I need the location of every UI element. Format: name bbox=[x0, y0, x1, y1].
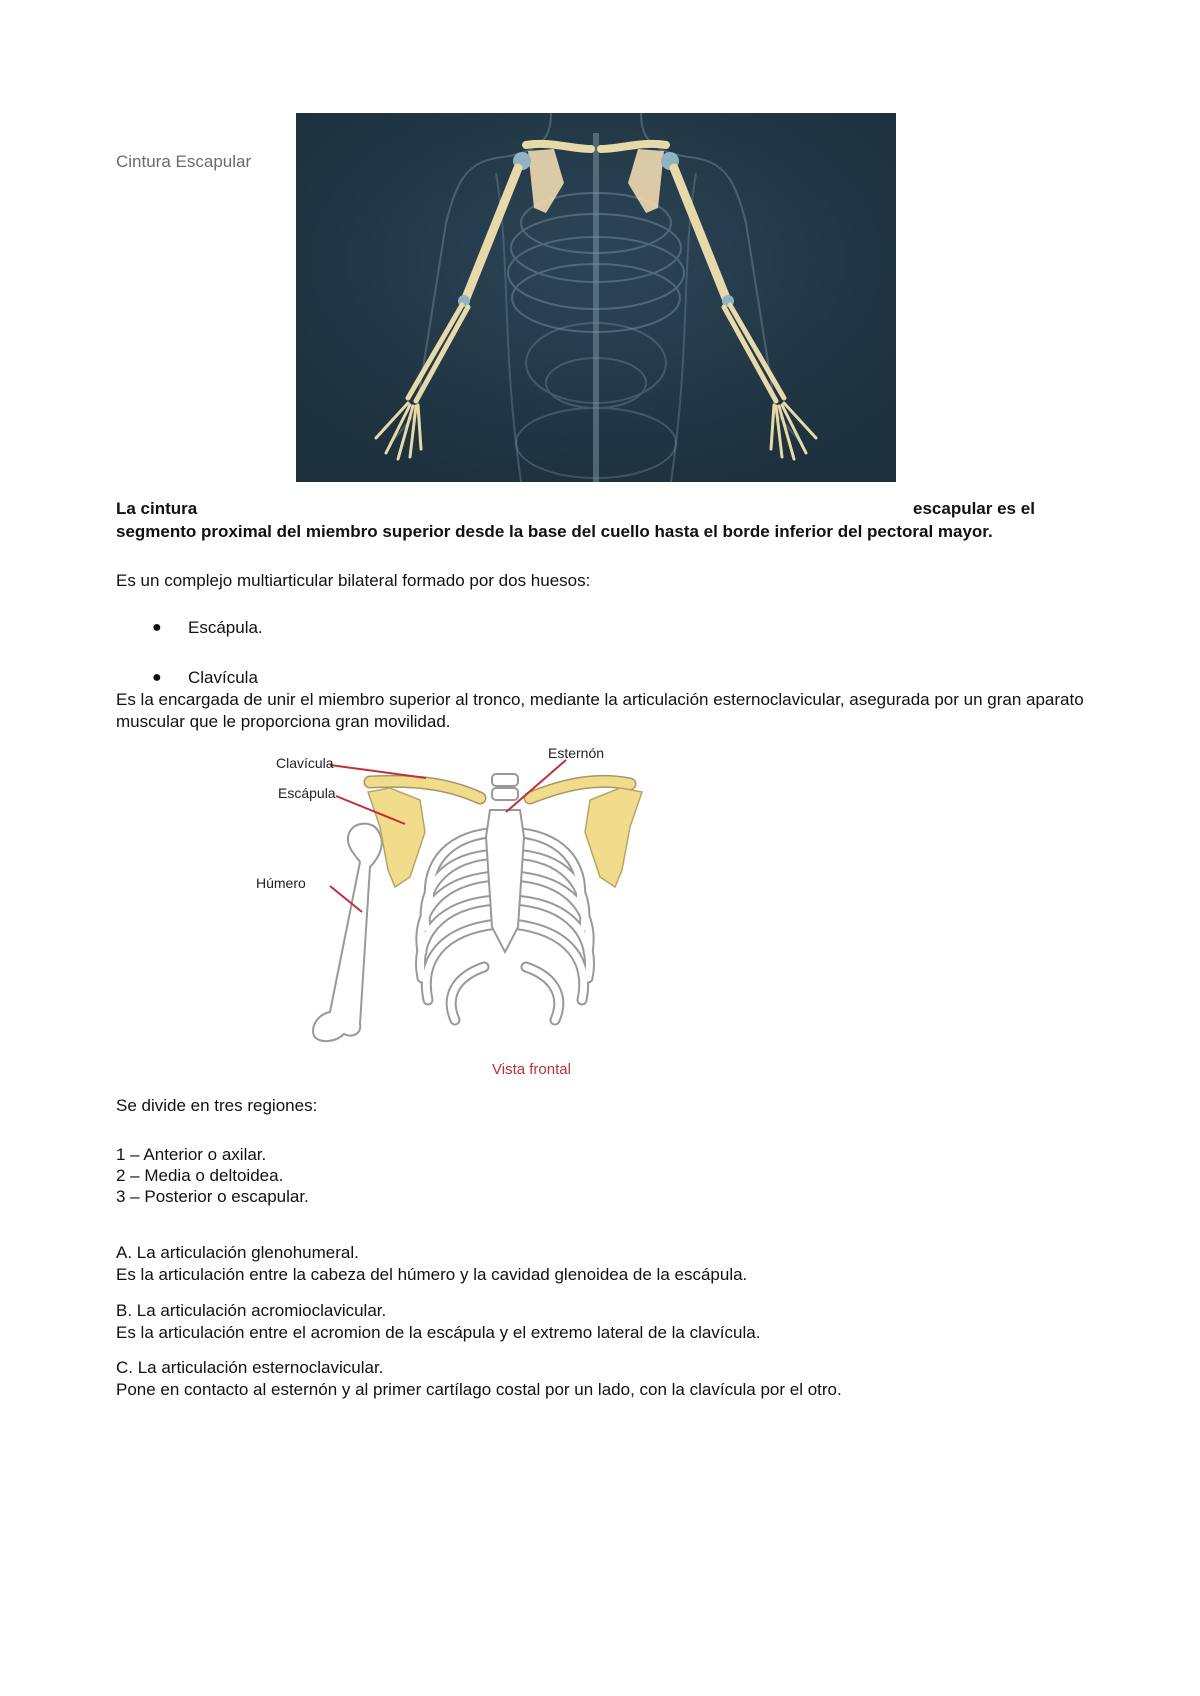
thorax-diagram bbox=[256, 745, 690, 1082]
region-item: 2 – Media o deltoidea. bbox=[116, 1166, 284, 1185]
document-title: Cintura Escapular bbox=[116, 152, 252, 171]
skeleton-illustration bbox=[296, 113, 896, 482]
bullet-icon: ● bbox=[152, 619, 162, 636]
articulation-heading: C. La articulación esternoclavicular. bbox=[116, 1358, 384, 1377]
intro-paragraph bbox=[116, 497, 1056, 543]
articulation-heading: B. La articulación acromioclavicular. bbox=[116, 1301, 387, 1320]
function-paragraph: Es la encargada de unir el miembro superior al tronco, mediante la articulación esternoclavicular, asegurada por un gran aparato muscular que le proporciona gran movilidad. bbox=[116, 690, 1084, 731]
articulation-description: Es la articulación entre el acromion de la escápula y el extremo lateral de la clavícula. bbox=[116, 1323, 761, 1342]
regions-list bbox=[116, 1144, 309, 1207]
articulation-c bbox=[116, 1357, 842, 1401]
articulation-description: Es la articulación entre la cabeza del húmero y la cavidad glenoidea de la escápula. bbox=[116, 1265, 748, 1284]
intro-left-text: La cintura bbox=[116, 499, 198, 518]
clavicle-label: Clavícula bbox=[276, 755, 334, 771]
articulation-a bbox=[116, 1242, 747, 1286]
articulation-heading: A. La articulación glenohumeral. bbox=[116, 1243, 359, 1262]
sternum-label: Esternón bbox=[548, 745, 605, 761]
intro-second-line: segmento proximal del miembro superior desde la base del cuello hasta el borde inferior del pectoral mayor. bbox=[116, 522, 993, 541]
bullet-icon: ● bbox=[152, 669, 162, 686]
humerus-bone bbox=[313, 824, 382, 1042]
scapula-label: Escápula bbox=[278, 785, 336, 801]
diagram-caption: Vista frontal bbox=[492, 1061, 571, 1078]
articulation-b bbox=[116, 1300, 760, 1344]
intro-right-text: escapular es el bbox=[913, 499, 1035, 518]
region-item: 3 – Posterior o escapular. bbox=[116, 1187, 309, 1206]
articulation-description: Pone en contacto al esternón y al primer cartílago costal por un lado, con la clavícula por el otro. bbox=[116, 1380, 842, 1399]
complex-paragraph: Es un complejo multiarticular bilateral formado por dos huesos: bbox=[116, 571, 591, 590]
bone-name: Escápula. bbox=[188, 618, 263, 637]
bone-name: Clavícula bbox=[188, 668, 258, 687]
regions-intro: Se divide en tres regiones: bbox=[116, 1096, 318, 1115]
region-item: 1 – Anterior o axilar. bbox=[116, 1145, 267, 1164]
humerus-label: Húmero bbox=[256, 875, 306, 891]
